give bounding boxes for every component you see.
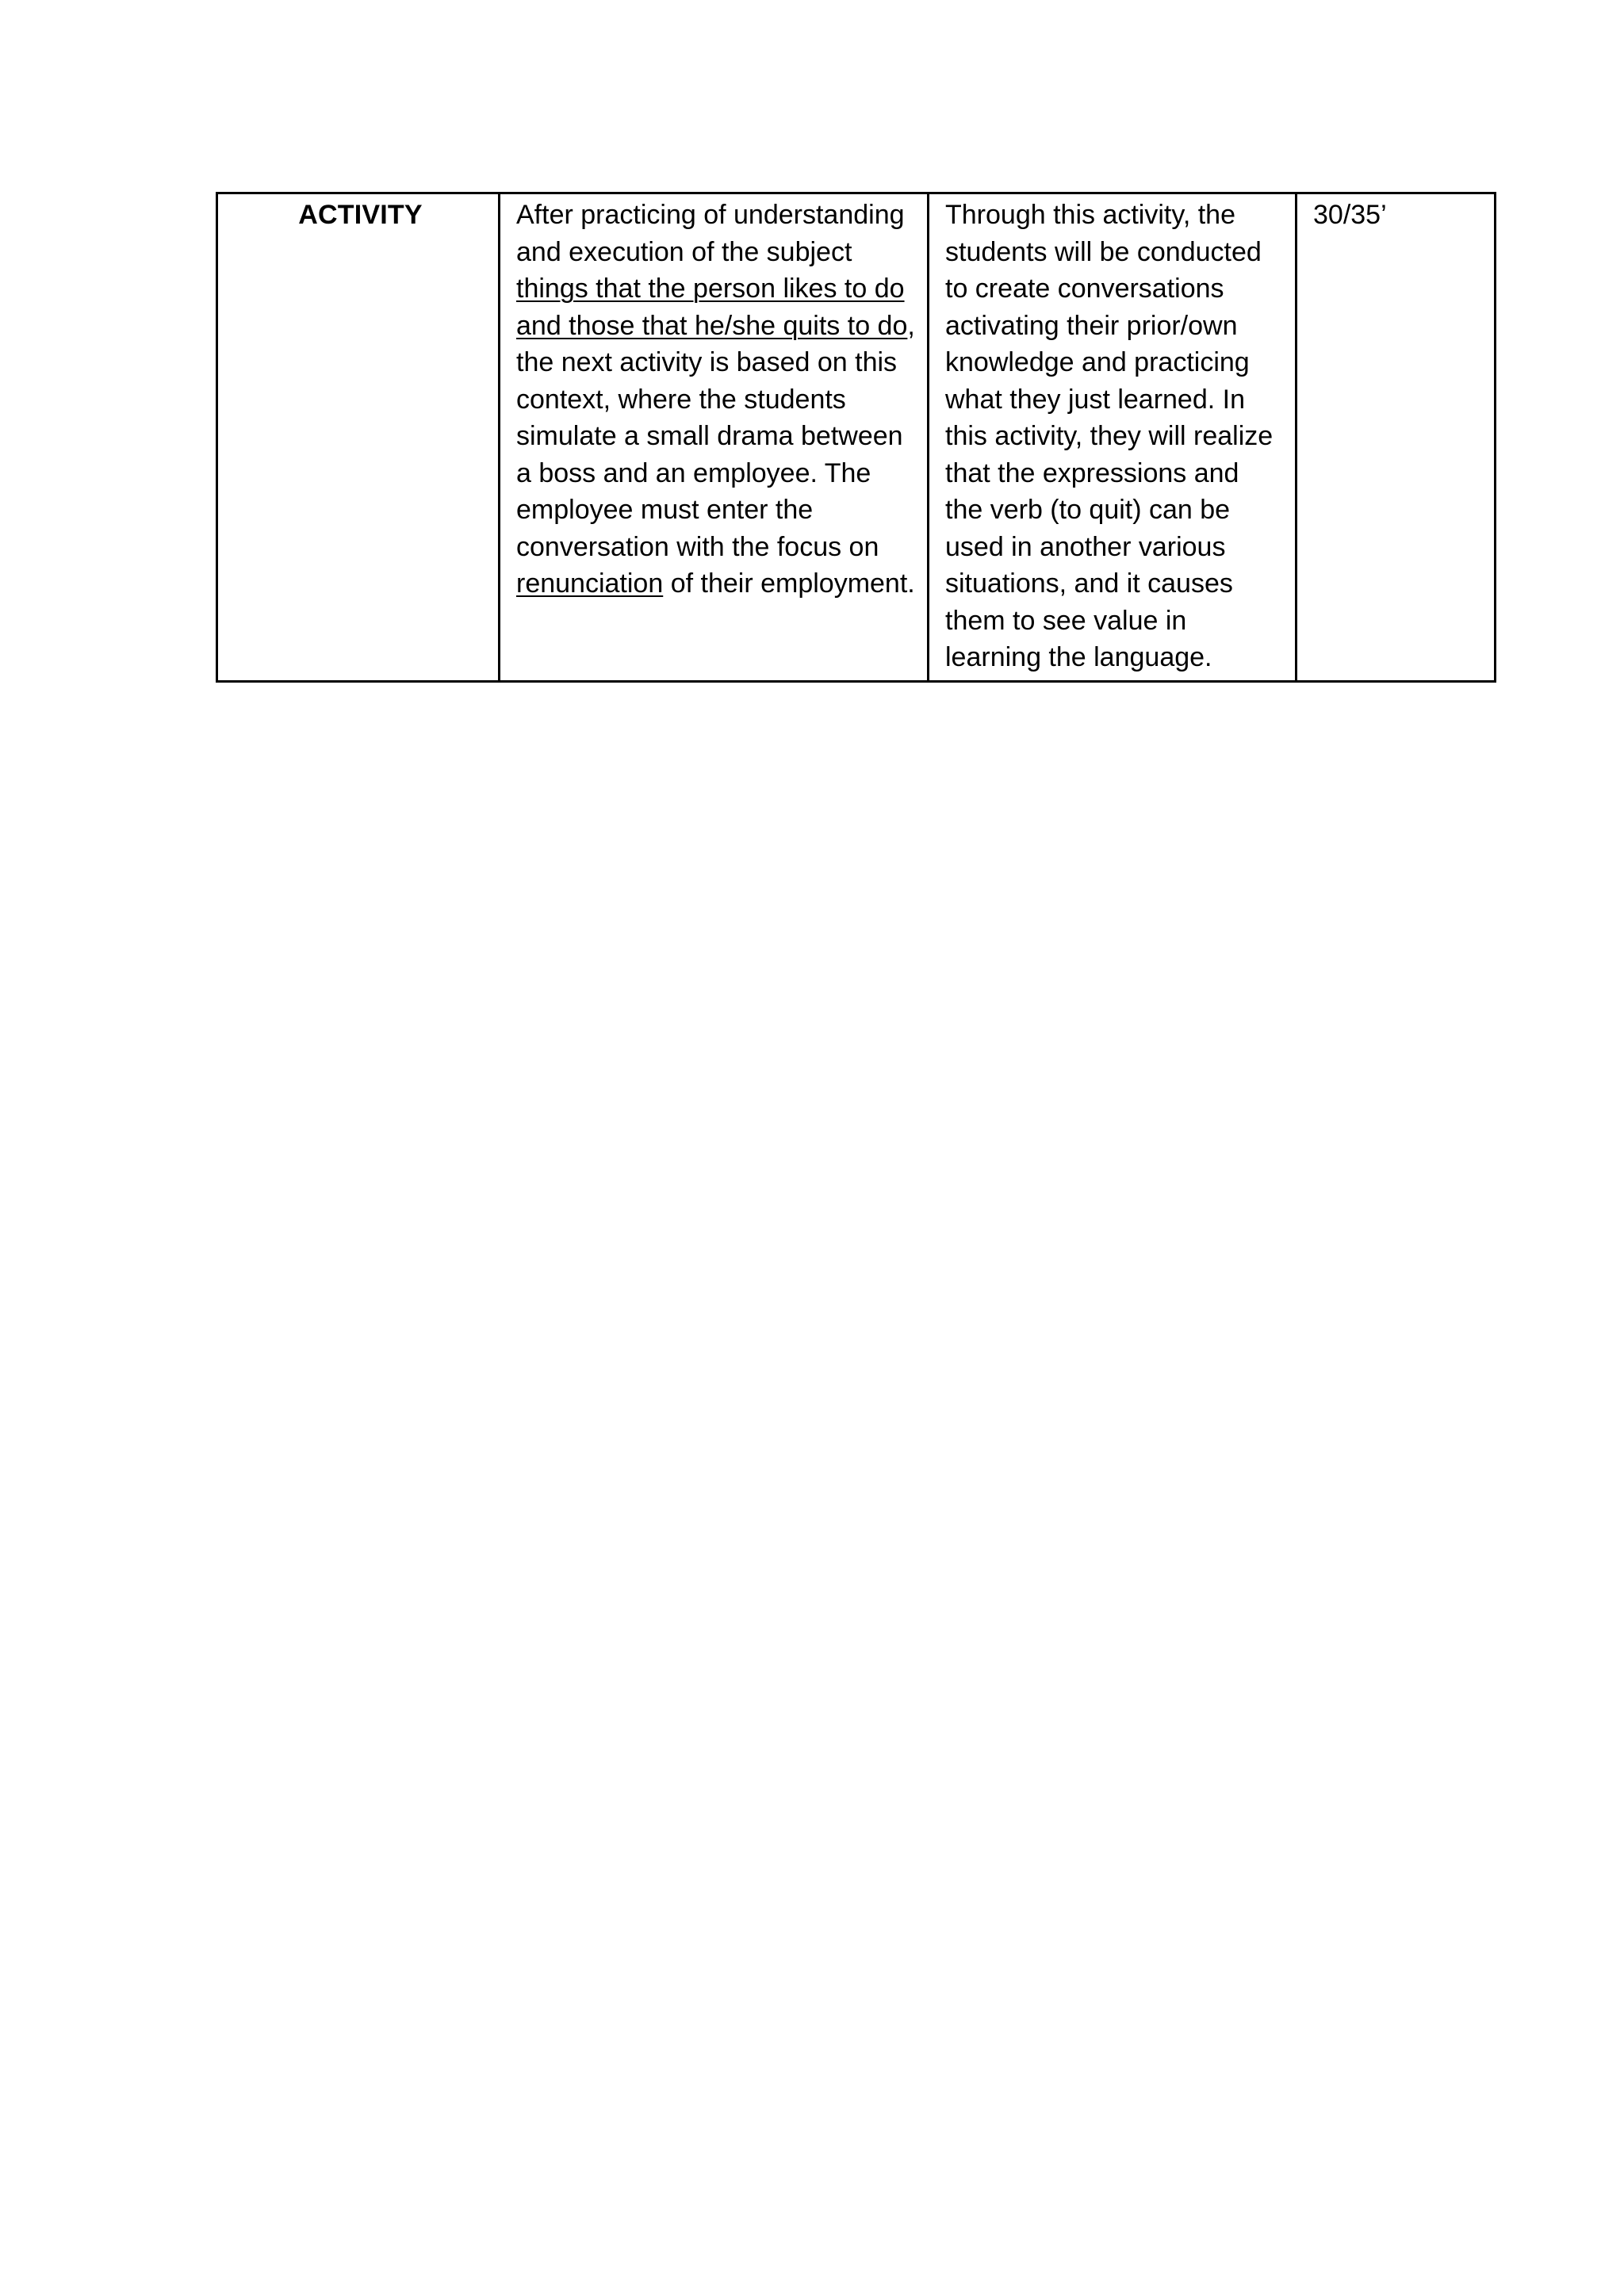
description-cell [500,193,929,682]
time-cell [1297,193,1496,682]
description-text-3: of their employment. [663,568,915,599]
stage-label: ACTIVITY [298,200,423,230]
description-underlined-2: renunciation [516,568,664,599]
table-row [217,193,1496,682]
lesson-plan-table [216,192,1496,683]
objective-cell [929,193,1297,682]
objective-text: Through this activity, the students will be conducted to create conversations activating their prior/own knowledge and practicing what they just learned. In this activity, they will realize that the expressions and the verb (to quit) can be used in another various situations, and it causes them to see value in learning the language. [945,200,1274,672]
description-text-2: , the next activity is based on this context, where the students simulate a small drama between a boss and an employee. The employee must enter the conversation with the focus on [516,310,915,562]
time-value: 30/35’ [1313,200,1387,230]
description-underlined-1: things that the person likes to do and those that he/she quits to do [516,274,908,341]
description-text-1: After practicing of understanding and execution of the subject [516,200,905,267]
stage-cell [217,193,500,682]
